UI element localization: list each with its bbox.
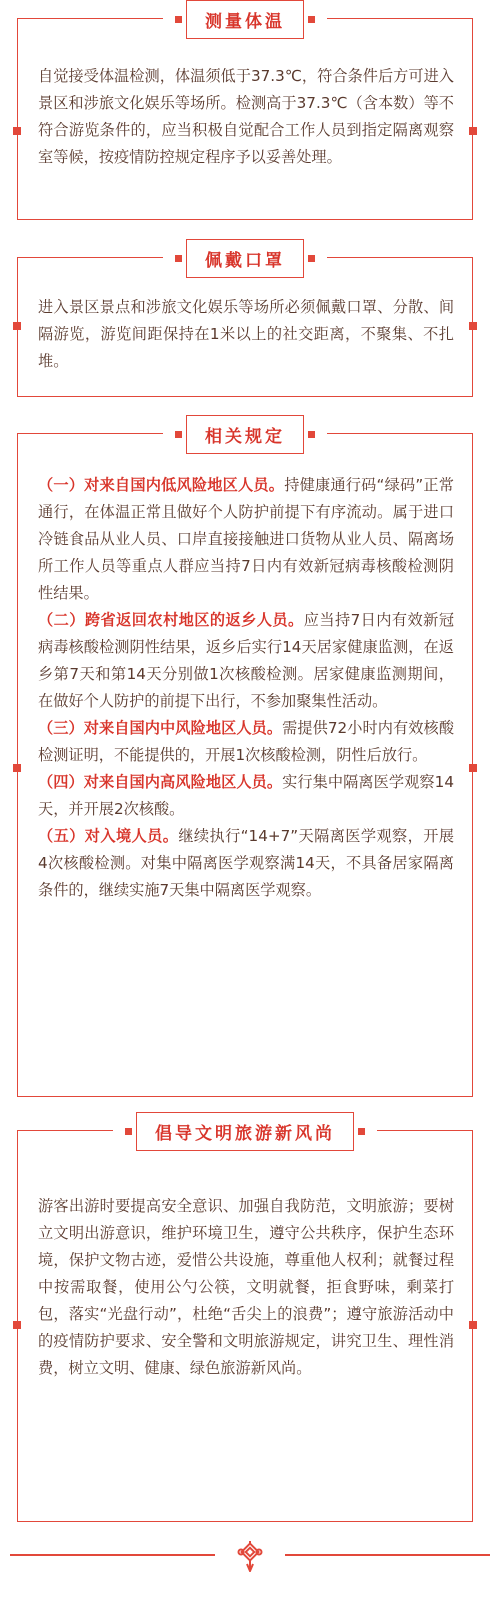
item-body: 持健康通行码“绿码”正常通行，在体温正常且做好个人防护前提下有序流动。属于进口冷链食品从业人员、口岸直接接触进口货物从业人员、隔离场所工作人员等重点人群应当持7日内有效新冠病毒核酸检测阴性结果。 [38, 476, 454, 602]
corner-marker [469, 764, 477, 772]
item-head: （五）对入境人员。 [38, 827, 179, 845]
item-body: 应当持7日内有效新冠病毒核酸检测阴性结果，返乡后实行14天居家健康监测，在返乡第7天和第14天分别做1次核酸检测。居家健康监测期间，在做好个人防护的前提下出行，不参加聚集性活动。 [38, 611, 455, 710]
section-text [38, 63, 454, 171]
section-box-regulations [17, 426, 473, 1097]
corner-marker [13, 322, 21, 330]
regulation-item [38, 472, 454, 607]
footer-divider [10, 1540, 490, 1570]
corner-marker [469, 322, 477, 330]
regulation-item [38, 715, 454, 769]
divider-line [10, 1554, 215, 1556]
corner-marker [469, 127, 477, 135]
section-box-temperature [17, 11, 473, 220]
section-title-wrap [163, 1, 327, 37]
section-title: 相关规定 [186, 415, 304, 454]
regulation-item [38, 823, 454, 904]
item-head: （三）对来自国内中风险地区人员。 [38, 719, 283, 737]
regulation-item [38, 607, 454, 715]
section-box-mask [17, 250, 473, 397]
corner-marker [13, 764, 21, 772]
item-head: （二）跨省返回农村地区的返乡人员。 [38, 611, 304, 629]
chinese-knot-icon [235, 1540, 265, 1572]
corner-marker [13, 1321, 21, 1329]
section-title: 测量体温 [186, 0, 304, 39]
section-text [38, 472, 454, 904]
item-head: （一）对来自国内低风险地区人员。 [38, 476, 285, 494]
section-title-wrap [163, 416, 327, 452]
paragraph: 进入景区景点和涉旅文化娱乐等场所必须佩戴口罩、分散、间隔游览，游览间距保持在1米以上的社交距离，不聚集、不扎堆。 [38, 298, 454, 370]
section-title-wrap [113, 1113, 377, 1149]
section-title-wrap [163, 240, 327, 276]
section-title: 倡导文明旅游新风尚 [136, 1112, 354, 1151]
divider-line [285, 1554, 490, 1556]
regulation-item [38, 769, 454, 823]
paragraph: 自觉接受体温检测，体温须低于37.3℃，符合条件后方可进入景区和涉旅文化娱乐等场所。检测高于37.3℃（含本数）等不符合游览条件的，应当积极自觉配合工作人员到指定隔离观察室等候，按疫情防控规定程序予以妥善处理。 [38, 67, 454, 166]
section-text [38, 1193, 454, 1382]
corner-marker [469, 1321, 477, 1329]
paragraph: 游客出游时要提高安全意识、加强自我防范，文明旅游；要树立文明出游意识，维护环境卫生，遵守公共秩序，保护生态环境，保护文物古迹，爱惜公共设施，尊重他人权利；就餐过程中按需取餐，使用公勺公筷，文明就餐，拒食野味，剩菜打包，落实“光盘行动”，杜绝“舌尖上的浪费”；遵守旅游活动中的疫情防护要求、安全警和文明旅游规定，讲究卫生、理性消费，树立文明、健康、绿色旅游新风尚。 [38, 1197, 454, 1377]
item-head: （四）对来自国内高风险地区人员。 [38, 773, 283, 791]
corner-marker [13, 127, 21, 135]
item-body: 实行集中隔离医学观察14天，并开展2次核酸。 [38, 773, 455, 818]
section-text [38, 294, 454, 375]
item-body: 继续执行“14+7”天隔离医学观察，开展4次核酸检测。对集中隔离医学观察满14天，不具备居家隔离条件的，继续实施7天集中隔离医学观察。 [38, 827, 455, 899]
section-box-civilized-travel [17, 1123, 473, 1522]
section-title: 佩戴口罩 [186, 239, 304, 278]
item-body: 需提供72小时内有效核酸检测证明，不能提供的，开展1次核酸检测，阴性后放行。 [38, 719, 455, 764]
